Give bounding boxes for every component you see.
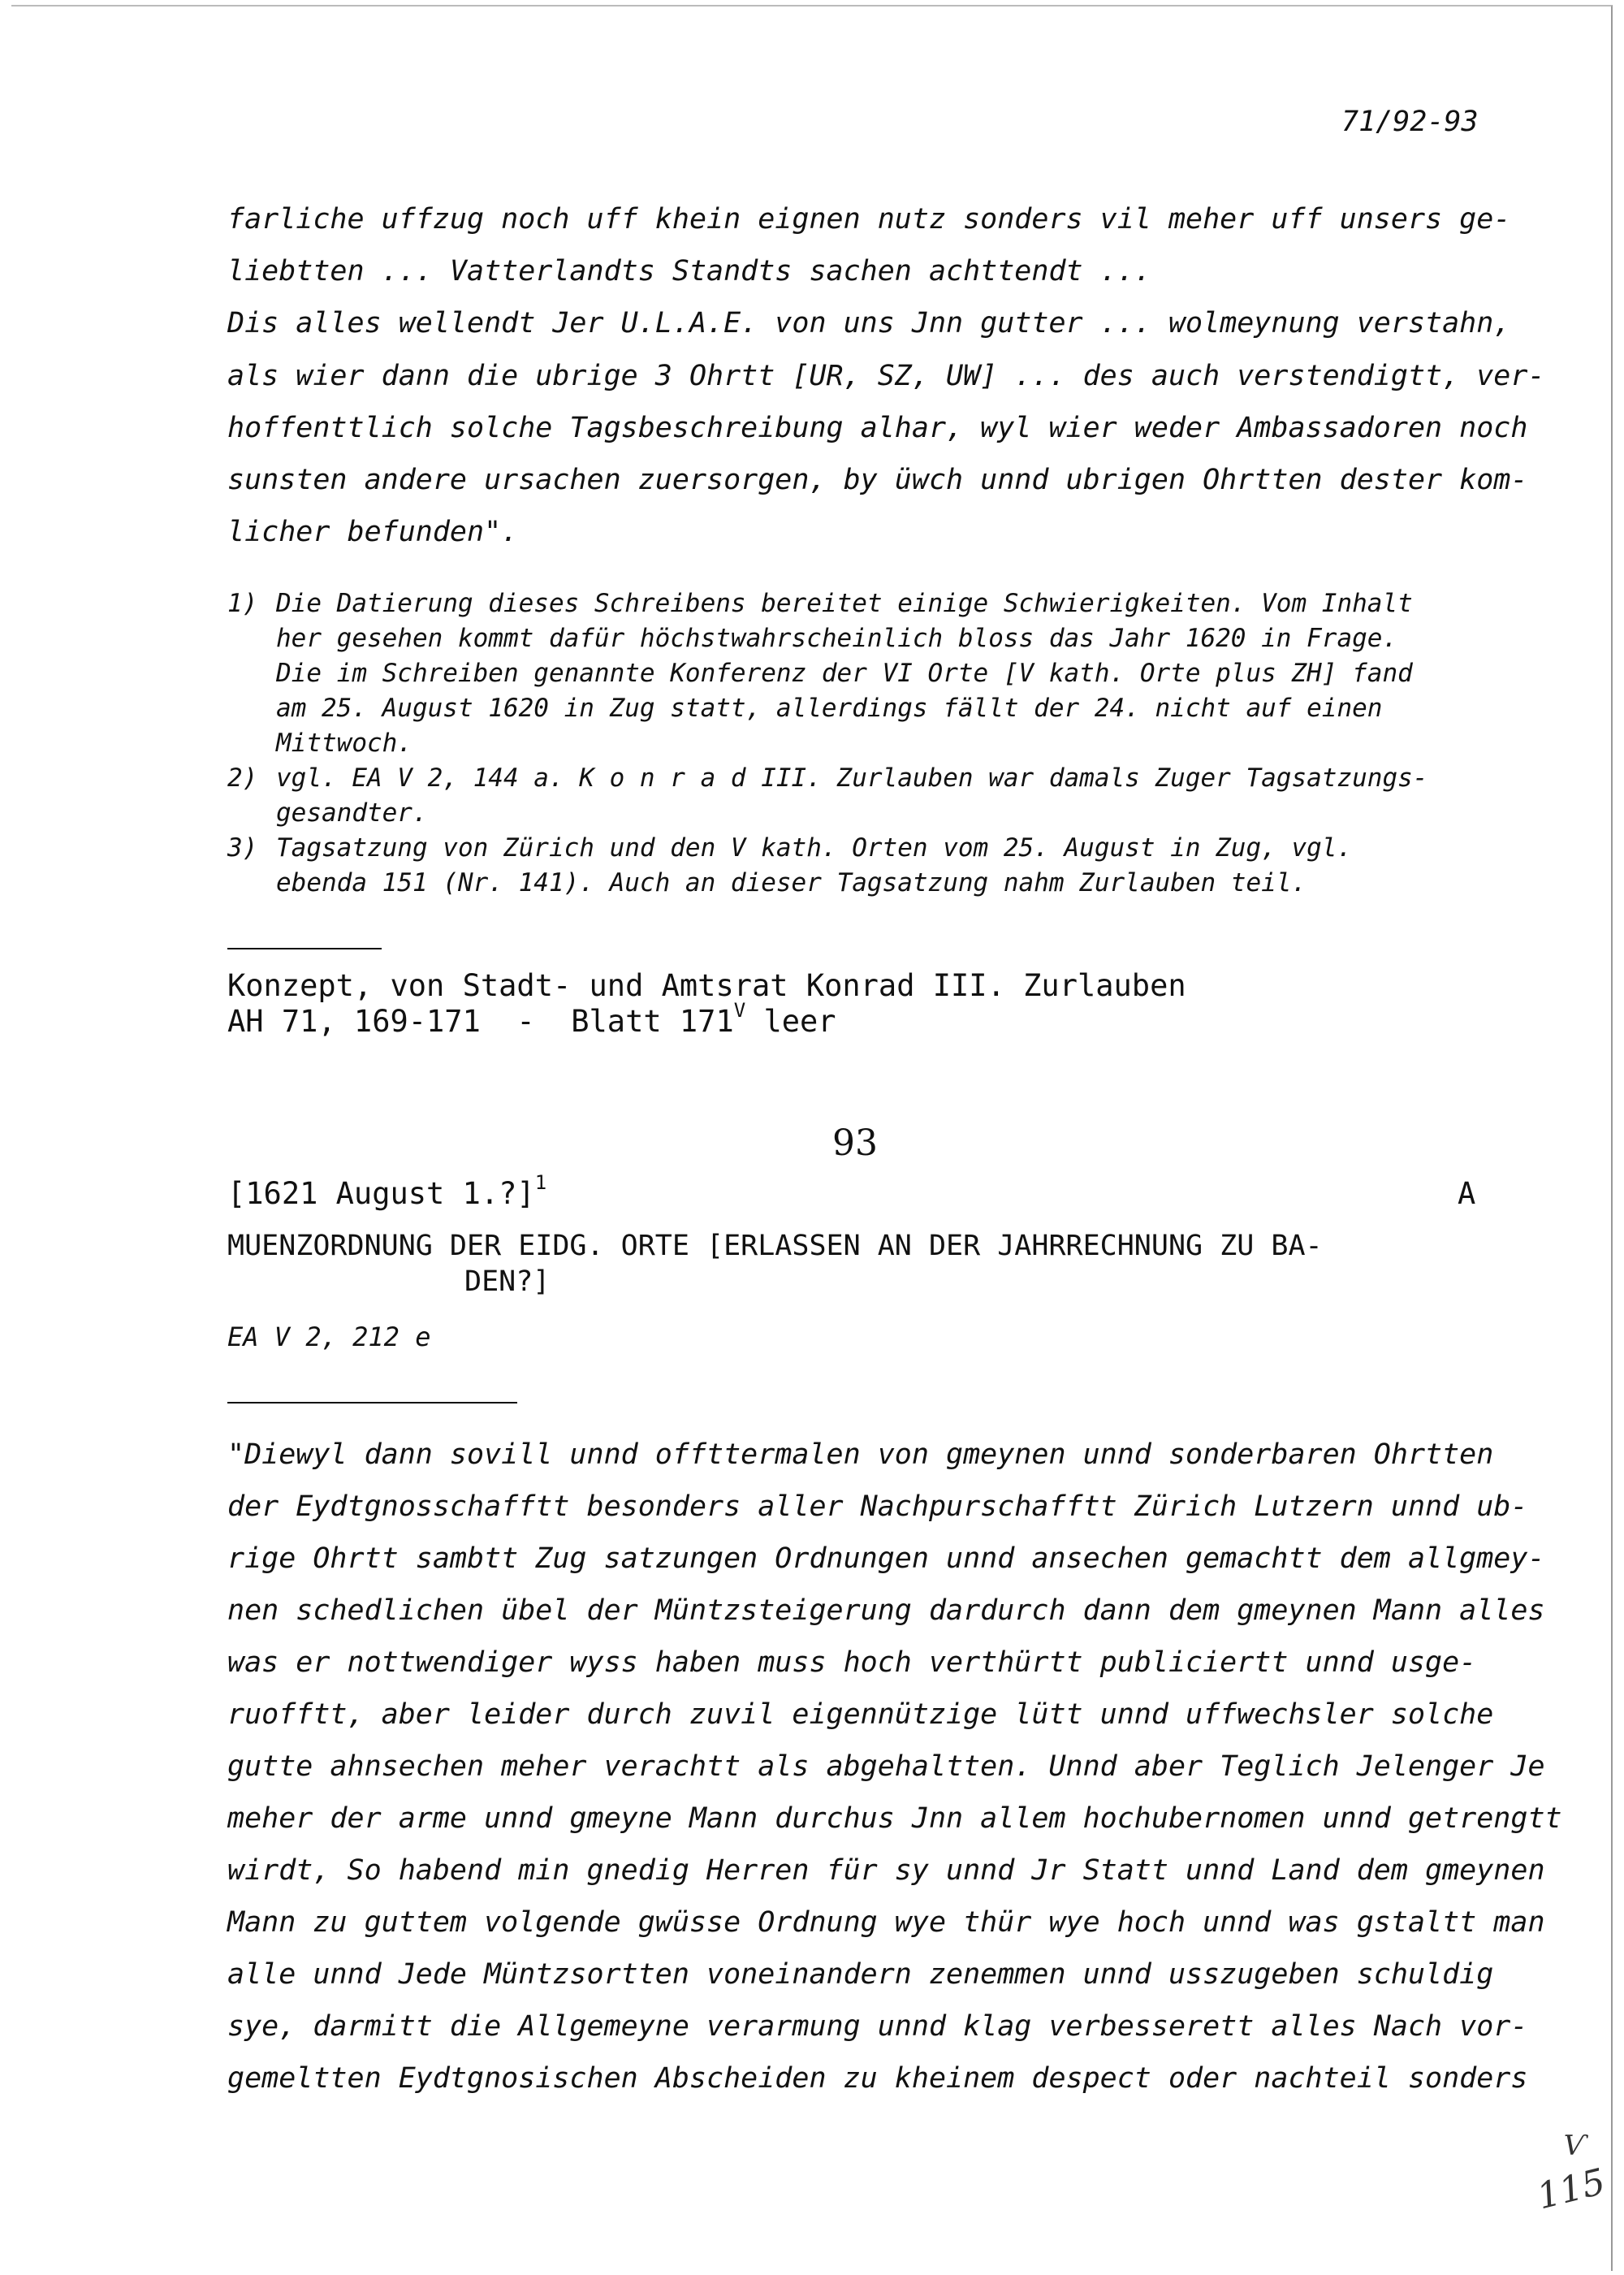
footnote-number: 1)	[227, 589, 258, 618]
text-line: hoffenttlich solche Tagsbeschreibung alhar, wyl wier weder Ambassadoren noch	[227, 412, 1528, 444]
document-title-line: MUENZORDNUNG DER EIDG. ORTE [ERLASSEN AN DER JAHRRECHNUNG ZU BA-	[227, 1230, 1323, 1262]
document-date-footnote: 1	[534, 1171, 547, 1194]
text-line: was er nottwendiger wyss haben muss hoch verthürtt publiciertt unnd usge-	[227, 1646, 1477, 1679]
footnote-line: Die Datierung dieses Schreibens bereitet einige Schwierigkeiten. Vom Inhalt	[276, 589, 1413, 618]
text-line: farliche uffzug noch uff khein eignen nutz sonders vil meher uff unsers ge-	[227, 203, 1511, 236]
footnote-line: her gesehen kommt dafür höchstwahrscheinlich bloss das Jahr 1620 in Frage.	[276, 624, 1398, 653]
text-line: sye, darmitt die Allgemeyne verarmung unnd klag verbesserett alles Nach vor-	[227, 2010, 1528, 2043]
text-line: rige Ohrtt sambtt Zug satzungen Ordnungen unnd ansechen gemachtt dem allgmey-	[227, 1542, 1545, 1575]
text-line: "Diewyl dann sovill unnd offttermalen von gmeynen unnd sonderbaren Ohrtten	[227, 1438, 1494, 1471]
footnote-line: vgl. EA V 2, 144 a. K o n r a d III. Zurlauben war damals Zuger Tagsatzungs-	[276, 763, 1428, 793]
text-line: gemeltten Eydtgnosischen Abscheiden zu kheinem despect oder nachteil sonders	[227, 2062, 1528, 2095]
document-title-line: DEN?]	[464, 1265, 551, 1298]
footnote-line: ebenda 151 (Nr. 141). Auch an dieser Tagsatzung nahm Zurlauben teil.	[276, 868, 1307, 897]
document-marker: A	[1458, 1176, 1476, 1211]
source-note-text: AH 71, 169-171 - Blatt 171	[227, 1004, 734, 1039]
source-note-superscript: V	[733, 999, 746, 1022]
footnote-line: gesandter.	[276, 798, 428, 828]
text-line: der Eydtgnosschafftt besonders aller Nachpurschafftt Zürich Lutzern unnd ub-	[227, 1490, 1528, 1523]
text-line: alle unnd Jede Müntzsortten voneinandern zenemmen unnd usszugeben schuldig	[227, 1958, 1494, 1991]
footnote-line: Tagsatzung von Zürich und den V kath. Orten vom 25. August in Zug, vgl.	[276, 833, 1353, 863]
footnote-line: Mittwoch.	[276, 729, 412, 758]
footnote-number: 2)	[227, 763, 258, 793]
text-line: sunsten andere ursachen zuersorgen, by üwch unnd ubrigen Ohrtten dester kom-	[227, 464, 1528, 496]
footnote-line: Die im Schreiben genannte Konferenz der VI Orte [V kath. Orte plus ZH] fand	[276, 659, 1413, 688]
document-date	[227, 1171, 547, 1211]
text-line: licher befunden".	[227, 516, 519, 548]
text-line: liebtten ... Vatterlandts Standts sachen achttendt ...	[227, 255, 1151, 288]
text-line: gutte ahnsechen meher verachtt als abgehaltten. Unnd aber Teglich Jelenger Je	[227, 1750, 1545, 1783]
text-line: Mann zu guttem volgende gwüsse Ordnung wye thür wye hoch unnd was gstaltt man	[227, 1906, 1545, 1939]
separator-rule	[227, 948, 382, 949]
page-reference: 71/92-93	[1341, 106, 1479, 138]
handwritten-check-mark: Ѵ	[1563, 2130, 1587, 2162]
footnote-line: am 25. August 1620 in Zug statt, allerdings fällt der 24. nicht auf einen	[276, 694, 1383, 723]
handwritten-folio-number: 115	[1533, 2160, 1609, 2218]
document-date-text: [1621 August 1.?]	[227, 1176, 535, 1211]
text-line: wirdt, So habend min gnedig Herren für sy unnd Jr Statt unnd Land dem gmeynen	[227, 1854, 1545, 1887]
document-number: 93	[832, 1122, 878, 1164]
text-line: Dis alles wellendt Jer U.L.A.E. von uns Jnn gutter ... wolmeynung verstahn,	[227, 307, 1511, 340]
source-note-text: leer	[745, 1004, 836, 1039]
text-line: nen schedlichen übel der Müntzsteigerung dardurch dann dem gmeynen Mann alles	[227, 1594, 1545, 1627]
source-note-line: Konzept, von Stadt- und Amtsrat Konrad III. Zurlauben	[227, 968, 1186, 1003]
document-reference: EA V 2, 212 e	[227, 1321, 431, 1352]
text-line: ruofftt, aber leider durch zuvil eigennützige lütt unnd uffwechsler solche	[227, 1698, 1494, 1731]
source-note-line	[227, 999, 836, 1039]
text-line: als wier dann die ubrige 3 Ohrtt [UR, SZ, UW] ... des auch verstendigtt, ver-	[227, 360, 1545, 392]
separator-rule	[227, 1402, 517, 1403]
text-line: meher der arme unnd gmeyne Mann durchus Jnn allem hochubernomen unnd getrengtt	[227, 1802, 1562, 1835]
footnote-number: 3)	[227, 833, 258, 863]
